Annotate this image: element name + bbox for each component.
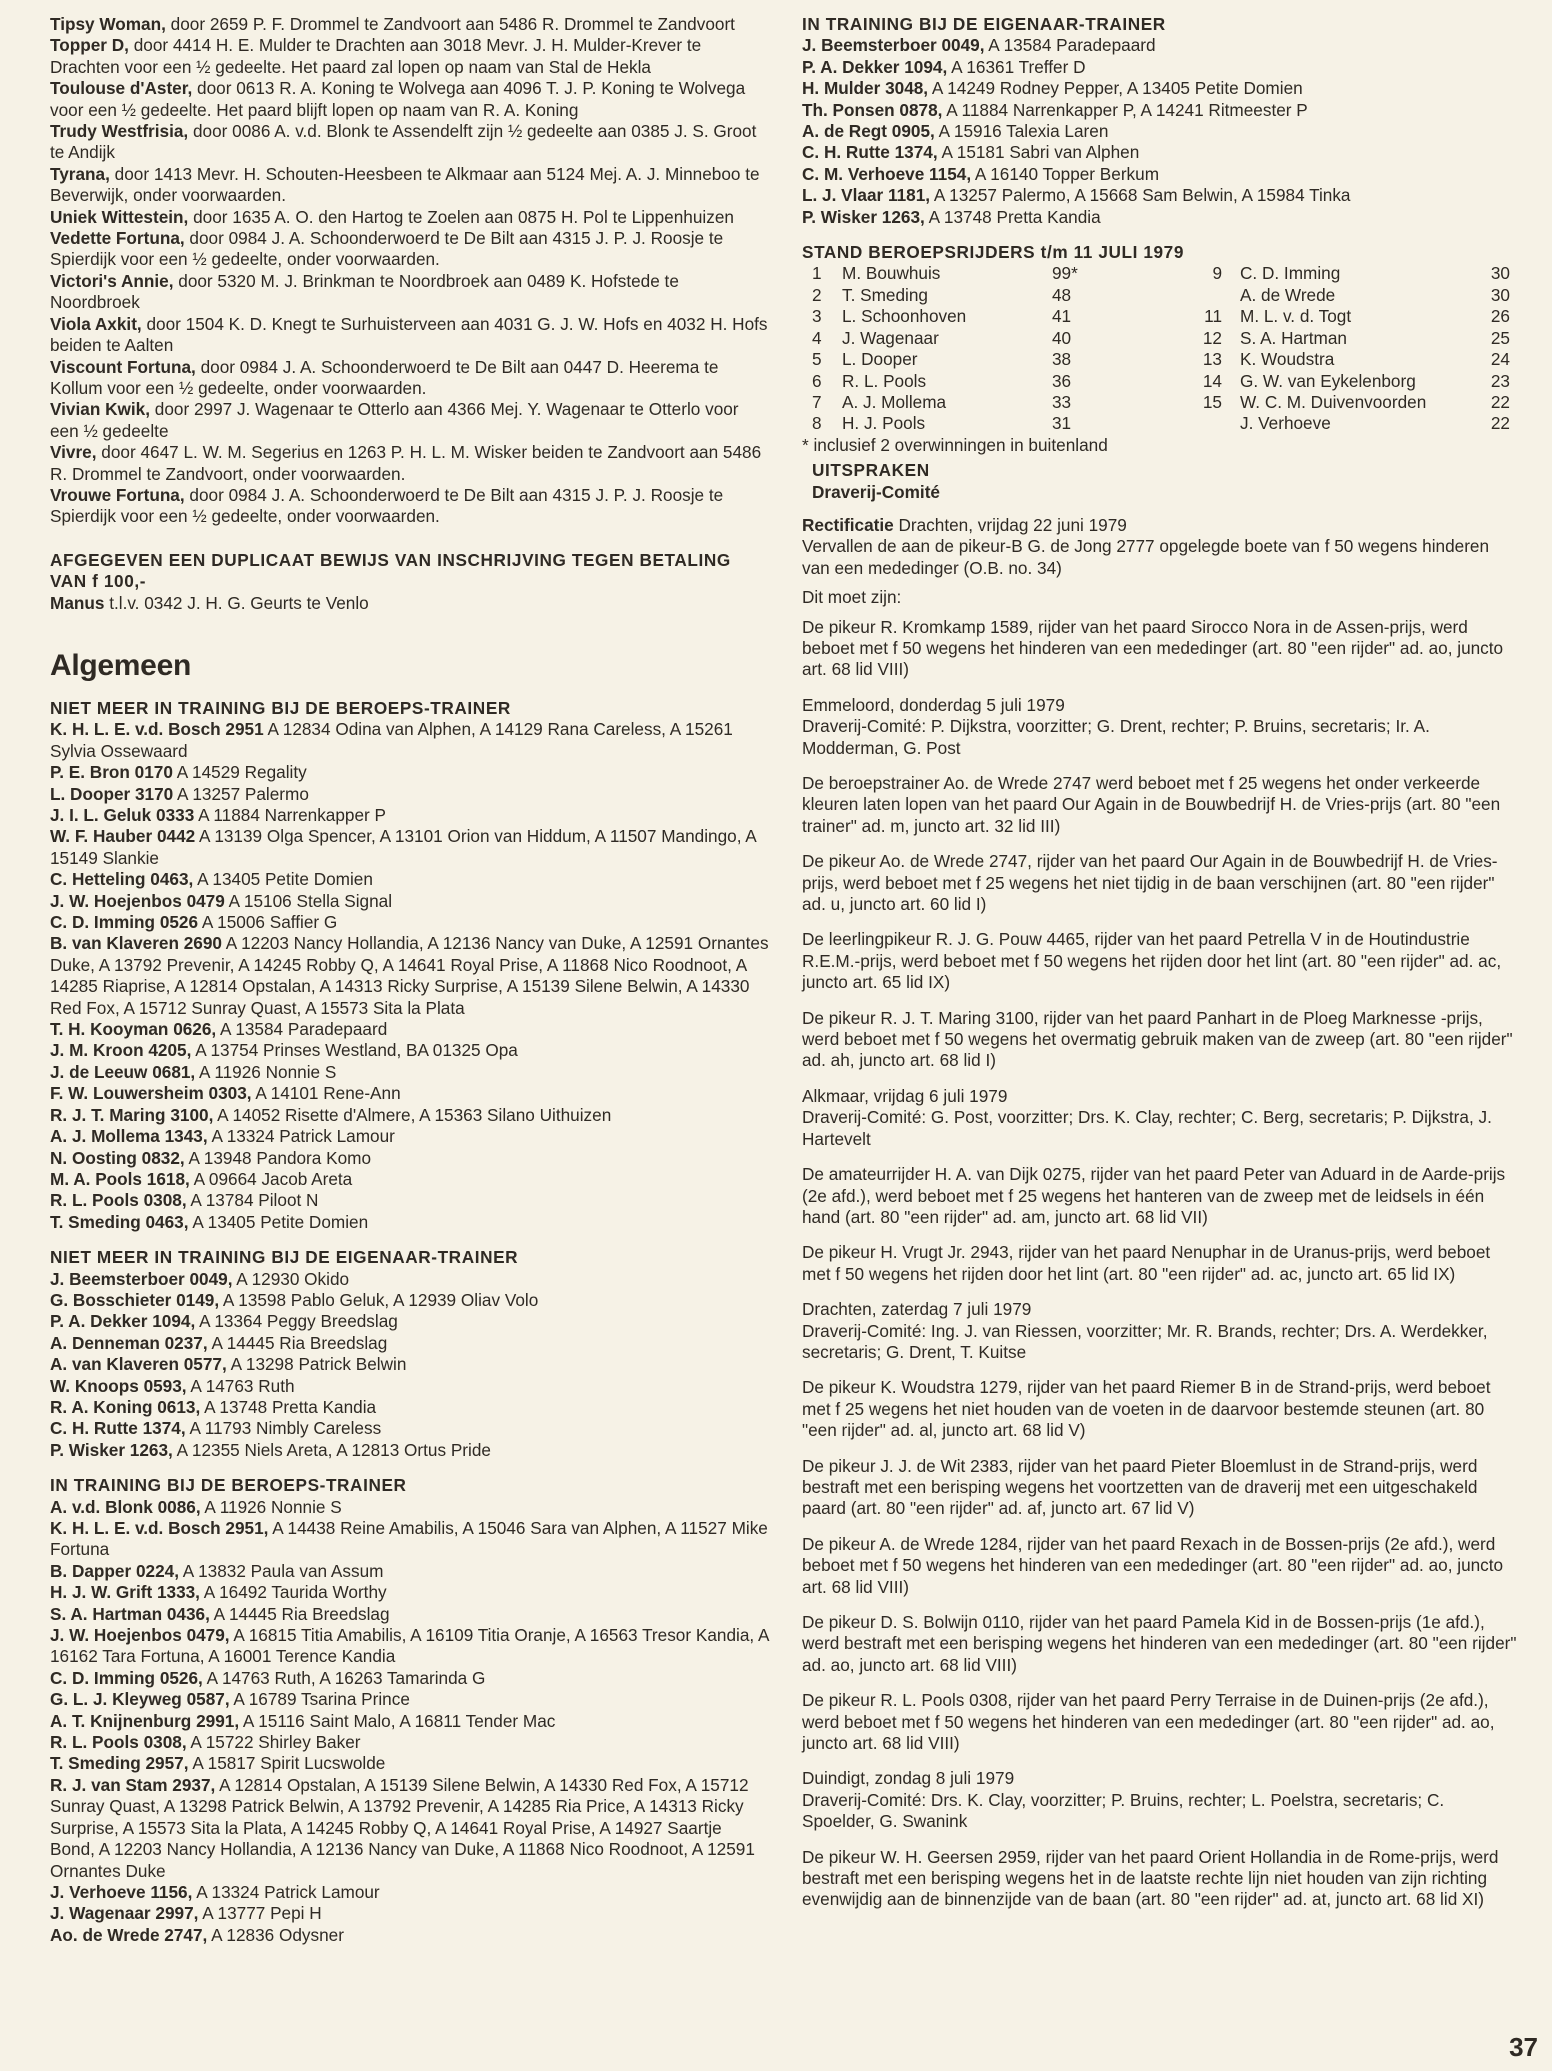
- entry-name: J. Wagenaar 2997,: [50, 1903, 199, 1924]
- trainer-entry: [50, 1903, 770, 1924]
- rank: 5: [812, 349, 822, 370]
- entry-text: A 13324 Patrick Lamour: [207, 1126, 395, 1147]
- trainer-entry: [50, 805, 770, 826]
- entry-text: A 11926 Nonnie S: [200, 1496, 342, 1517]
- points: 40: [1052, 327, 1072, 348]
- trainer-entry: [50, 912, 770, 933]
- entry-name: J. M. Kroon 4205,: [50, 1040, 192, 1061]
- trainer-entry: [50, 1582, 770, 1603]
- entry-text: A 15106 Stella Signal: [224, 890, 393, 911]
- block-heading: NIET MEER IN TRAINING BIJ DE BEROEPS-TRAINER: [50, 697, 511, 718]
- entry-name: S. A. Hartman 0436,: [50, 1603, 210, 1624]
- entry-name: Tipsy Woman,: [50, 14, 166, 34]
- entry-name: R. J. T. Maring 3100,: [50, 1104, 214, 1125]
- entry-name: R. A. Koning 0613,: [50, 1396, 201, 1417]
- points: 23: [1490, 370, 1510, 391]
- entry-name: H. Mulder 3048,: [802, 78, 929, 99]
- entry-name: Vrouwe Fortuna,: [50, 484, 185, 505]
- entry-text: A 14101 Rene-Ann: [251, 1083, 401, 1104]
- entry-text: A 13257 Palermo, A 15668 Sam Belwin, A 15984 Tinka: [930, 185, 1351, 206]
- duplicate-heading: AFGEGEVEN EEN DUPLICAAT BEWIJS VAN INSCHRIJVING TEGEN BETALING VAN f 100,-: [50, 549, 731, 592]
- entry-text: door 0086 A. v.d. Blonk te Assendelft zijn ½ gedeelte aan 0385 J. S. Groot te Andijk: [50, 121, 757, 163]
- rank: 13: [1202, 349, 1222, 370]
- entry-text: A 14763 Ruth: [186, 1375, 295, 1396]
- entry-name: W. Knoops 0593,: [50, 1375, 187, 1396]
- entry-text: door 1504 K. D. Knegt te Surhuisterveen aan 4031 G. J. W. Hofs en 4032 H. Hofs beiden te Aalten: [50, 313, 768, 356]
- uitspraak-paragraph: De pikeur H. Vrugt Jr. 2943, rijder van het paard Nenuphar in de Uranus-prijs, werd beboet met f 50 wegens het rijden door het lint (art. 80 "een rijder" ad. ac, juncto art. 65 lid IX): [802, 1242, 1491, 1284]
- transfer-entry: [50, 228, 770, 271]
- rider-name: J. Verhoeve: [1240, 413, 1331, 434]
- stand-note: * inclusief 2 overwinningen in buitenland: [802, 434, 1108, 455]
- entry-text: door 1635 A. O. den Hartog te Zoelen aan 0875 H. Pol te Lippenhuizen: [188, 206, 734, 227]
- uitspraak-paragraph: De amateurrijder H. A. van Dijk 0275, rijder van het paard Peter van Aduard in de Aarde-prijs (2e afd.), werd beboet met f 25 wegens het hanteren van de zweep met de leidsels in één hand (art. 80 "een rijder" ad. am, juncto art. 68 lid VII): [802, 1164, 1506, 1227]
- stand-row: [812, 413, 1510, 434]
- entry-name: Uniek Wittestein,: [50, 206, 189, 227]
- entry-text: A 15817 Spirit Lucswolde: [188, 1753, 386, 1774]
- trainer-entry: [50, 1190, 770, 1211]
- entry-text: A 15181 Sabri van Alphen: [937, 142, 1140, 163]
- entry-text: A 16492 Taurida Worthy: [199, 1582, 387, 1603]
- entry-text: door 0984 J. A. Schoonderwoerd te De Bilt aan 0447 D. Heerema te Kollum voor een ½ gedeelte, onder voorwaarden.: [50, 356, 719, 398]
- rank: [1172, 413, 1240, 434]
- rider-name: G. W. van Eykelenborg: [1240, 370, 1416, 391]
- rank: 4: [812, 327, 822, 348]
- entry-text: A 13832 Paula van Assum: [178, 1560, 384, 1581]
- rider-name: K. Woudstra: [1240, 349, 1335, 370]
- entry-text: A 13257 Palermo: [173, 783, 309, 804]
- eigenaar-list: [802, 35, 1520, 228]
- trainer-entry: [50, 933, 770, 1019]
- entry-text: A 13584 Paradepaard: [216, 1019, 388, 1040]
- rank: 2: [812, 284, 822, 305]
- rider-name: C. D. Imming: [1240, 263, 1341, 284]
- rank: 3: [812, 306, 822, 327]
- rider-name: A. J. Mollema: [842, 391, 947, 412]
- rider-name: R. L. Pools: [842, 370, 927, 391]
- trainer-entry: [50, 1775, 770, 1882]
- uitspraken-heading: UITSPRAKEN: [812, 460, 930, 481]
- stand-row: [812, 371, 1510, 392]
- transfer-entry: [50, 121, 770, 164]
- entry-name: A. van Klaveren 0577,: [50, 1354, 227, 1375]
- entry-name: T. Smeding 2957,: [50, 1753, 189, 1774]
- section-title: Algemeen: [50, 648, 191, 682]
- stand-row: [812, 328, 1510, 349]
- trainer-entry: [50, 762, 770, 783]
- entry-text: A 16815 Titia Amabilis, A 16109 Titia Oranje, A 16563 Tresor Kandia, A 16162 Tara Fortuna, A 16001 Terence Kandia: [50, 1625, 769, 1667]
- rider-name: M. L. v. d. Togt: [1240, 306, 1352, 327]
- uitspraak-paragraph: De pikeur J. J. de Wit 2383, rijder van het paard Pieter Bloemlust in de Strand-prijs, werd bestraft met een berisping wegens het voortzetten van de draverij met een uitgeschakeld paard (art. 80 "een rijder" ad. af, juncto art. 67 lid V): [802, 1455, 1478, 1519]
- points: 36: [1052, 370, 1072, 391]
- trainer-entry: [50, 1418, 770, 1439]
- entry-text: A 12834 Odina van Alphen, A 14129 Rana Careless, A 15261 Sylvia Ossewaard: [50, 719, 733, 761]
- entry-name: H. J. W. Grift 1333,: [50, 1582, 200, 1603]
- points: 22: [1490, 391, 1510, 412]
- points: 31: [1052, 413, 1072, 434]
- stand-row: [812, 263, 1510, 284]
- points: 41: [1052, 306, 1072, 327]
- trainer-entry: [50, 1040, 770, 1061]
- trainer-entry: [50, 1518, 770, 1561]
- trainer-entry: [50, 1561, 770, 1582]
- transfer-entry: [50, 35, 770, 78]
- entry-text: A 16789 Tsarina Prince: [229, 1689, 410, 1710]
- block-heading: NIET MEER IN TRAINING BIJ DE EIGENAAR-TRAINER: [50, 1247, 519, 1268]
- rider-name: M. Bouwhuis: [842, 263, 941, 284]
- entry-text: door 4414 H. E. Mulder te Drachten aan 3018 Mevr. J. H. Mulder-Krever te Drachten voor een ½ gedeelte. Het paard zal lopen op naam van Stal de Hekla: [50, 35, 702, 77]
- trainer-entry: [50, 1169, 770, 1190]
- page-number: 37: [1509, 2032, 1538, 2062]
- entry-text: A 13598 Pablo Geluk, A 12939 Oliav Volo: [219, 1289, 539, 1310]
- transfer-entries: [50, 14, 770, 528]
- rectificatie-line: Rectificatie Drachten, vrijdag 22 juni 1979: [802, 514, 1127, 535]
- rider-name: J. Wagenaar: [842, 327, 939, 348]
- trainer-entry: [50, 1083, 770, 1104]
- trainer-entry: [802, 121, 1520, 142]
- dit-moet-zijn: Dit moet zijn:: [802, 587, 902, 608]
- entry-text: door 0984 J. A. Schoonderwoerd te De Bilt aan 4315 J. P. J. Roosje te Spierdijk voor een ½ gedeelte, onder voorwaarden.: [50, 484, 724, 527]
- entry-name: G. Bosschieter 0149,: [50, 1289, 220, 1310]
- eigenaar-heading: IN TRAINING BIJ DE EIGENAAR-TRAINER: [802, 14, 1166, 34]
- entry-text: A 15722 Shirley Baker: [186, 1732, 361, 1753]
- trainer-entry: [50, 1212, 770, 1233]
- trainer-entry: [50, 1497, 770, 1518]
- points: 30: [1490, 263, 1510, 284]
- transfer-entry: [50, 207, 770, 228]
- stand-heading: STAND BEROEPSRIJDERS t/m 11 JULI 1979: [802, 242, 1184, 263]
- rank: 12: [1202, 327, 1222, 348]
- entry-name: J. Beemsterboer 0049,: [802, 35, 985, 56]
- entry-name: L. Dooper 3170: [50, 783, 174, 804]
- transfer-entry: [50, 442, 770, 485]
- entry-name: K. H. L. E. v.d. Bosch 2951: [50, 719, 264, 740]
- entry-name: T. Smeding 0463,: [50, 1211, 189, 1232]
- uitspraak-paragraph: De pikeur R. L. Pools 0308, rijder van het paard Perry Terraise in de Duinen-prijs (2e afd.), werd beboet met f 50 wegens het hinderen van een mededinger (art. 80 "een rijder" ad. ao, juncto art. 68 lid VIII): [802, 1690, 1495, 1754]
- entry-text: A 13777 Pepi H: [198, 1903, 322, 1924]
- entry-text: A 13298 Patrick Belwin: [226, 1354, 407, 1375]
- entry-name: Vedette Fortuna,: [50, 228, 185, 249]
- entry-text: A 14445 Ria Breedslag: [207, 1332, 388, 1353]
- trainer-entry: [50, 1625, 770, 1668]
- trainer-entry: [50, 1333, 770, 1354]
- entry-name: T. H. Kooyman 0626,: [50, 1019, 217, 1040]
- entry-name: R. L. Pools 0308,: [50, 1190, 187, 1211]
- entry-text: A 11884 Narrenkapper P, A 14241 Ritmeester P: [942, 99, 1308, 120]
- trainer-entry: [50, 1397, 770, 1418]
- entry-name: J. W. Hoejenbos 0479: [50, 890, 225, 911]
- trainer-entry: [50, 1668, 770, 1689]
- entry-text: A 13364 Peggy Breedslag: [195, 1311, 398, 1332]
- trainer-entry: [802, 100, 1520, 121]
- trainer-entry: [802, 57, 1520, 78]
- trainer-entry: [50, 1376, 770, 1397]
- entry-name: C. H. Rutte 1374,: [802, 142, 938, 163]
- entry-text: door 5320 M. J. Brinkman te Noordbroek aan 0489 K. Hofstede te Noordbroek: [50, 270, 679, 313]
- uitspraak-paragraph: Emmeloord, donderdag 5 juli 1979 Draverij-Comité: P. Dijkstra, voorzitter; G. Drent, rechter; P. Bruins, secretaris; Ir. A. Modderman, G. Post: [802, 694, 1430, 758]
- points: 30: [1490, 284, 1510, 305]
- duplicate-entry: Manus t.l.v. 0342 J. H. G. Geurts te Venlo: [50, 592, 369, 613]
- uitspraak-paragraph: Duindigt, zondag 8 juli 1979 Draverij-Comité: Drs. K. Clay, voorzitter; P. Bruins, rechter; L. Poelstra, secretaris; C. Spoelder, G. Swanink: [802, 1768, 1445, 1832]
- uitspraak-paragraph: De pikeur Ao. de Wrede 2747, rijder van het paard Our Again in de Bouwbedrijf H. de Vries-prijs, werd beboet met f 25 wegens het niet tijdig in de baan verschijnen (art. 80 "een rijder" ad. u, juncto art. 60 lid I): [802, 851, 1498, 915]
- rider-name: W. C. M. Duivenvoorden: [1240, 391, 1427, 412]
- entry-name: P. Wisker 1263,: [802, 206, 925, 227]
- entry-name: C. M. Verhoeve 1154,: [802, 163, 972, 184]
- entry-name: Viola Axkit,: [50, 313, 142, 334]
- entry-text: A 14438 Reine Amabilis, A 15046 Sara van Alphen, A 11527 Mike Fortuna: [50, 1518, 768, 1560]
- right-column: [802, 14, 1520, 1911]
- entry-name: Ao. de Wrede 2747,: [50, 1924, 208, 1945]
- entry-name: Trudy Westfrisia,: [50, 121, 189, 142]
- entry-name: L. J. Vlaar 1181,: [802, 185, 931, 206]
- entry-text: A 09664 Jacob Areta: [189, 1168, 353, 1189]
- entry-text: A 13754 Prinses Westland, BA 01325 Opa: [191, 1040, 518, 1061]
- uitspraak-paragraph: Alkmaar, vrijdag 6 juli 1979 Draverij-Comité: G. Post, voorzitter; Drs. K. Clay, rechter; C. Berg, secretaris; P. Dijkstra, J. Hartevelt: [802, 1085, 1492, 1149]
- trainer-entry: [50, 1019, 770, 1040]
- entry-text: A 13748 Pretta Kandia: [924, 206, 1101, 227]
- uitspraak-paragraph: De leerlingpikeur R. J. G. Pouw 4465, rijder van het paard Petrella V in de Houtindustrie R.E.M.-prijs, werd beboet met f 50 wegens het rijden door het lint (art. 80 "een rijder" ad. ac, juncto art. 65 lid IX): [802, 929, 1502, 993]
- trainer-entry: [50, 1311, 770, 1332]
- entry-text: A 13584 Paradepaard: [984, 35, 1156, 56]
- uitspraak-paragraph: De pikeur D. S. Bolwijn 0110, rijder van het paard Pamela Kid in de Bossen-prijs (1e afd.), werd bestraft met een berisping wegens het hinderen van een mededinger (art. 80 "een rijder" ad. ao, juncto art. 68 lid VIII): [802, 1612, 1517, 1675]
- transfer-entry: [50, 399, 770, 442]
- uitspraak-paragraph: De pikeur R. J. T. Maring 3100, rijder van het paard Panhart in de Ploeg Marknesse -prijs, werd beboet met f 50 wegens het overmatig gebruik maken van de zweep (art. 80 "een rijder" ad. ah, juncto art. 68 lid I): [802, 1007, 1513, 1071]
- stand-table: [812, 263, 1510, 434]
- trainer-entry: [802, 78, 1520, 99]
- entry-name: A. Denneman 0237,: [50, 1332, 208, 1353]
- points: 99*: [1052, 263, 1078, 284]
- trainer-entry: [50, 1148, 770, 1169]
- committee-heading: Draverij-Comité: [812, 481, 940, 502]
- entry-name: A. T. Knijnenburg 2991,: [50, 1710, 240, 1731]
- entry-name: Vivian Kwik,: [50, 399, 150, 420]
- rider-name: A. de Wrede: [1240, 284, 1336, 305]
- entry-text: A 13405 Petite Domien: [193, 869, 373, 890]
- entry-text: door 2997 J. Wagenaar te Otterlo aan 4366 Mej. Y. Wagenaar te Otterlo voor een ½ gedeelte: [50, 399, 739, 441]
- trainer-entry: [50, 1711, 770, 1732]
- trainer-entry: [50, 1105, 770, 1126]
- entry-name: A. de Regt 0905,: [802, 121, 935, 142]
- entry-name: Viscount Fortuna,: [50, 356, 196, 377]
- entry-text: A 13324 Patrick Lamour: [192, 1881, 380, 1902]
- trainer-entry: [50, 1882, 770, 1903]
- entry-text: A 14445 Ria Breedslag: [209, 1603, 390, 1624]
- points: 22: [1490, 413, 1510, 434]
- trainer-entry: [802, 207, 1520, 228]
- entry-text: door 2659 P. F. Drommel te Zandvoort aan 5486 R. Drommel te Zandvoort: [165, 14, 735, 34]
- rider-name: T. Smeding: [842, 284, 928, 305]
- trainer-entry: [50, 1269, 770, 1290]
- entry-text: A 11793 Nimbly Careless: [185, 1418, 382, 1439]
- trainer-entry: [50, 1689, 770, 1710]
- entry-name: A. v.d. Blonk 0086,: [50, 1496, 201, 1517]
- rectificatie-body: Vervallen de aan de pikeur-B G. de Jong 2777 opgelegde boete van f 50 wegens hinderen van een mededinger (O.B. no. 34): [802, 536, 1490, 578]
- entry-name: J. de Leeuw 0681,: [50, 1061, 196, 1082]
- transfer-entry: [50, 357, 770, 400]
- entry-text: A 14529 Regality: [172, 762, 307, 783]
- rank: 6: [812, 370, 822, 391]
- entry-name: K. H. L. E. v.d. Bosch 2951,: [50, 1518, 269, 1538]
- entry-text: A 12814 Opstalan, A 15139 Silene Belwin, A 14330 Red Fox, A 15712 Sunray Quast, A 13298 Patrick Belwin, A 13792 Prevenir, A 14285 Ria Price, A 14313 Ricky Surprise, A 15573 Sita la Plata, A 14245 Robby Q, A 14641 Royal Prise, A 14927 Saartje Bond, A 12203 Nancy Hollandia, A 12136 Nancy van Duke, A 11868 Nico Roodnoot, A 12591 Ornantes Duke: [50, 1774, 755, 1881]
- entry-text: A 15116 Saint Malo, A 16811 Tender Mac: [239, 1710, 556, 1731]
- rider-name: L. Schoonhoven: [842, 306, 967, 327]
- entry-text: door 4647 L. W. M. Segerius en 1263 P. H. L. M. Wisker beiden te Zandvoort aan 5486 R. Drommel te Zandvoort, onder voorwaarden.: [50, 442, 762, 484]
- entry-text: A 13139 Olga Spencer, A 13101 Orion van Hiddum, A 11507 Mandingo, A 15149 Slankie: [50, 826, 756, 868]
- rider-name: H. J. Pools: [842, 413, 926, 434]
- entry-name: J. I. L. Geluk 0333: [50, 805, 195, 825]
- entry-name: C. D. Imming 0526,: [50, 1667, 203, 1688]
- entry-text: A 13748 Pretta Kandia: [200, 1396, 377, 1417]
- entry-text: A 13405 Petite Domien: [188, 1211, 369, 1232]
- stand-row: [812, 285, 1510, 306]
- entry-text: A 15006 Saffier G: [198, 912, 338, 933]
- trainer-entry: [50, 1354, 770, 1375]
- trainer-entry: [50, 1753, 770, 1774]
- entry-name: Victori's Annie,: [50, 270, 174, 291]
- trainer-entry: [50, 1062, 770, 1083]
- entry-name: J. W. Hoejenbos 0479,: [50, 1625, 230, 1646]
- entry-name: G. L. J. Kleyweg 0587,: [50, 1689, 230, 1710]
- points: 26: [1490, 306, 1510, 327]
- trainer-entry: [50, 891, 770, 912]
- transfer-entry: [50, 14, 770, 35]
- entry-text: door 0613 R. A. Koning te Wolvega aan 4096 T. J. P. Koning te Wolvega voor een ½ gedeelte. Het paard blijft lopen op naam van R. A. Koning: [50, 78, 746, 120]
- entry-name: C. Hetteling 0463,: [50, 869, 194, 890]
- entry-text: A 15916 Talexia Laren: [934, 121, 1109, 142]
- uitspraken-list: [802, 617, 1520, 1911]
- stand-row: [812, 349, 1510, 370]
- trainer-entry: [50, 1732, 770, 1753]
- rider-name: L. Dooper: [842, 349, 918, 370]
- trainer-entry: [802, 185, 1520, 206]
- transfer-entry: [50, 314, 770, 357]
- trainer-entry: [50, 869, 770, 890]
- rank: 14: [1202, 370, 1222, 391]
- trainer-entry: [802, 164, 1520, 185]
- rank: 7: [812, 391, 822, 412]
- entry-text: door 1413 Mevr. H. Schouten-Heesbeen te Alkmaar aan 5124 Mej. A. J. Minneboo te Beverwijk, onder voorwaarden.: [50, 163, 760, 206]
- entry-text: A 14249 Rodney Pepper, A 13405 Petite Domien: [928, 78, 1303, 99]
- uitspraak-paragraph: De pikeur K. Woudstra 1279, rijder van het paard Riemer B in de Strand-prijs, werd beboet met f 25 wegens het niet houden van de voeten in de daarvoor bestemde steunen (art. 80 "een rijder" ad. al, juncto art. 68 lid V): [802, 1377, 1491, 1441]
- entry-name: P. A. Dekker 1094,: [50, 1311, 196, 1332]
- trainer-entry: [802, 142, 1520, 163]
- points: 33: [1052, 391, 1072, 412]
- block-heading: IN TRAINING BIJ DE BEROEPS-TRAINER: [50, 1475, 407, 1496]
- entry-name: J. Verhoeve 1156,: [50, 1881, 193, 1902]
- entry-text: A 13948 Pandora Komo: [184, 1147, 372, 1168]
- stand-row: [812, 392, 1510, 413]
- entry-text: A 12930 Okido: [232, 1268, 350, 1289]
- trainer-entry: [50, 1925, 770, 1946]
- entry-name: C. H. Rutte 1374,: [50, 1418, 186, 1439]
- uitspraak-paragraph: Drachten, zaterdag 7 juli 1979 Draverij-Comité: Ing. J. van Riessen, voorzitter; Mr. R. Brands, rechter; Drs. A. Werdekker, secretaris; G. Drent, T. Kuitse: [802, 1299, 1488, 1362]
- trainer-entry: [50, 719, 770, 762]
- entry-text: A 14763 Ruth, A 16263 Tamarinda G: [202, 1667, 486, 1688]
- transfer-entry: [50, 164, 770, 207]
- entry-name: A. J. Mollema 1343,: [50, 1126, 208, 1147]
- rank: 8: [812, 413, 822, 434]
- transfer-entry: [50, 271, 770, 314]
- trainer-entry: [50, 826, 770, 869]
- trainer-entry: [802, 35, 1520, 56]
- entry-name: B. Dapper 0224,: [50, 1560, 179, 1581]
- uitspraak-paragraph: De pikeur A. de Wrede 1284, rijder van het paard Rexach in de Bossen-prijs (2e afd.), werd beboet met f 50 wegens het hinderen van een mededinger (art. 80 "een rijder" ad. ao, juncto art. 68 lid VIII): [802, 1533, 1504, 1597]
- uitspraak-paragraph: De pikeur W. H. Geersen 2959, rijder van het paard Orient Hollandia in de Rome-prijs, werd bestraft met een berisping wegens het in de laatste rechte lijn niet houden van zijn richting evenwijdig aan de binnenzijde van de baan (art. 80 "een rijder" ad. at, juncto art. 68 lid XI): [802, 1846, 1499, 1910]
- uitspraak-paragraph: De beroepstrainer Ao. de Wrede 2747 werd beboet met f 25 wegens het onder verkeerde kleuren laten lopen van het paard Our Again in de Bouwbedrijf H. de Vries-prijs (art. 80 "een trainer" ad. m, juncto art. 32 lid III): [802, 773, 1501, 836]
- trainer-entry: [50, 1440, 770, 1461]
- rank: 9: [1212, 263, 1222, 284]
- stand-row: [812, 306, 1510, 327]
- entry-name: Th. Ponsen 0878,: [802, 99, 943, 120]
- rank: 1: [812, 263, 822, 284]
- entry-name: R. J. van Stam 2937,: [50, 1774, 216, 1795]
- entry-name: W. F. Hauber 0442: [50, 826, 196, 847]
- entry-name: Tyrana,: [50, 163, 110, 184]
- transfer-entry: [50, 485, 770, 528]
- entry-text: A 16361 Treffer D: [947, 56, 1086, 77]
- points: 48: [1052, 284, 1072, 305]
- entry-text: A 12203 Nancy Hollandia, A 12136 Nancy van Duke, A 12591 Ornantes Duke, A 13792 Prevenir, A 14245 Robby Q, A 14641 Royal Prise, A 11868 Nico Roodnoot, A 14285 Riaprise, A 12814 Opstalan, A 14313 Ricky Surprise, A 15139 Silene Belwin, A 14330 Red Fox, A 15712 Sunray Quast, A 15573 Sita la Plata: [50, 933, 769, 1018]
- entry-text: A 12836 Odysner: [207, 1924, 344, 1945]
- transfer-entry: [50, 78, 770, 121]
- entry-text: A 16140 Topper Berkum: [971, 163, 1160, 184]
- entry-name: P. Wisker 1263,: [50, 1439, 173, 1460]
- rank: 11: [1204, 306, 1222, 327]
- rank: 15: [1202, 391, 1222, 412]
- entry-name: P. E. Bron 0170: [50, 762, 173, 783]
- entry-name: Vivre,: [50, 442, 97, 463]
- trainer-entry: [50, 1604, 770, 1625]
- entry-name: J. Beemsterboer 0049,: [50, 1268, 233, 1289]
- left-column: [50, 14, 770, 1946]
- entry-name: R. L. Pools 0308,: [50, 1732, 187, 1753]
- entry-name: F. W. Louwersheim 0303,: [50, 1083, 252, 1104]
- training-blocks: [50, 698, 770, 1946]
- entry-text: A 13784 Piloot N: [186, 1190, 319, 1211]
- trainer-entry: [50, 1126, 770, 1147]
- entry-text: A 12355 Niels Areta, A 12813 Ortus Pride: [172, 1439, 491, 1460]
- entry-text: A 11926 Nonnie S: [195, 1061, 337, 1082]
- entry-name: M. A. Pools 1618,: [50, 1168, 190, 1189]
- entry-name: C. D. Imming 0526: [50, 912, 199, 933]
- uitspraak-paragraph: De pikeur R. Kromkamp 1589, rijder van het paard Sirocco Nora in de Assen-prijs, werd beboet met f 50 wegens het hinderen van een mededinger (art. 80 "een rijder" ad. ao, juncto art. 68 lid VIII): [802, 616, 1504, 680]
- entry-name: P. A. Dekker 1094,: [802, 56, 948, 77]
- entry-name: Toulouse d'Aster,: [50, 78, 193, 99]
- entry-text: door 0984 J. A. Schoonderwoerd te De Bilt aan 4315 J. P. J. Roosje te Spierdijk voor een ½ gedeelte, onder voorwaarden.: [50, 228, 724, 270]
- rider-name: S. A. Hartman: [1240, 327, 1347, 348]
- points: 38: [1052, 349, 1072, 370]
- entry-name: B. van Klaveren 2690: [50, 933, 222, 954]
- points: 25: [1490, 327, 1510, 348]
- points: 24: [1490, 349, 1510, 370]
- rank: [1172, 285, 1240, 306]
- entry-text: A 11884 Narrenkapper P: [194, 805, 387, 825]
- entry-text: A 14052 Risette d'Almere, A 15363 Silano Uithuizen: [213, 1104, 612, 1125]
- trainer-entry: [50, 784, 770, 805]
- entry-name: N. Oosting 0832,: [50, 1147, 185, 1168]
- trainer-entry: [50, 1290, 770, 1311]
- entry-name: Topper D,: [50, 35, 129, 56]
